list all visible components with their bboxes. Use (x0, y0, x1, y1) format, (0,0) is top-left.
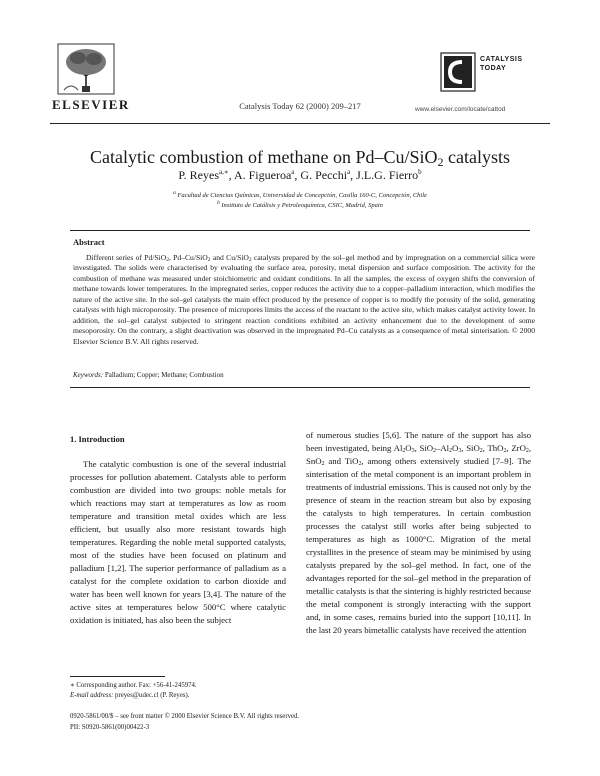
title-text: Catalytic combustion of methane on Pd–Cu/SiO (90, 147, 438, 167)
journal-reference: Catalysis Today 62 (2000) 209–217 (239, 101, 361, 111)
journal-url[interactable]: www.elsevier.com/locate/cattod (415, 106, 506, 113)
footer-copyright: 0920-5861/00/$ – see front matter © 2000 Elsevier Science B.V. All rights reserved. (70, 713, 300, 720)
footer-pii: PII: S0920-5861(00)00422-3 (70, 724, 150, 731)
keywords (73, 371, 224, 379)
affiliation-b: $^b$ Instituto de Catálisis y Petroleoquímica, CSIC, Madrid, Spain (217, 200, 383, 210)
body-right-column: of numerous studies [5,6]. The nature of the support has also been investigated, being $Al_2O_3$, $SiO_2-Al_2O_3$, SiO$_2$, ThO$_2$, ZrO$_2$, SnO$_2$ and TiO$_2$, among others extensively studied [7–9]. The sinterisation of the metal component is an important problem in treatments of industrial emissions. This is caused not only by the presence of steam in the reaction stream but also by exposing the catalysts to high temperatures. In certain combustion processes the catalyst still works after being subjected to temperatures as high as 1000°C. Migration of the metal crystallites in the presence of steam may be minimised by using catalysts prepared by the sol–gel method. In fact, one of the advantages reported for the sol–gel method in the preparation of metallic catalysts is that the sintering is highly restricted because the metal component is strongly interacting with the support and, in some cases, remains buried into the support [10,11]. In the last 20 years bimetallic catalysts have received the attention (306, 430, 531, 635)
email-link[interactable]: preyes@udec.cl (P. Reyes). (113, 692, 190, 699)
journal-title (480, 56, 523, 73)
footnote-divider (70, 676, 165, 677)
journal-title-line1: CATALYSIS (480, 56, 523, 63)
title-divider (70, 230, 530, 231)
author: A. Figueroa$^a$, (233, 168, 301, 182)
author-list (0, 168, 600, 183)
paper-title (0, 147, 600, 168)
abstract-body: Different series of Pd/SiO$_2$, Pd–Cu/SiO$_2$ and Cu/SiO$_2$ catalysts prepared by the sol–gel method and by impregnation on a commercial silica were investigated. The solids were characterised by evaluating the surface area, porosity, metal dispersion and surface composition. The activity for the combustion of methane was measured under stoichiometric and oxidant conditions. In all the samples, the excess of oxygen shifts the conversion of methane towards lower temperatures. In the impregnated series, copper reduces the activity due to a copper–palladium interaction, which modifies the nature of the active site. In the sol–gel catalysts the main effect produced by the presence of copper is to modify the porosity of the solid, generating catalysts with high microporosity. The presence of micropores limits the access of the reactant to the active site, which makes catalyst activity lower. In addition, the sol–gel catalyst subjected to stringent reaction conditions exhibited an activity enhancement due to the development of some mesoporosity. On the contrary, a slight deactivation was observed in the impregnated Pd–Cu catalysts as a consequence of metal sinterisation. © 2000 Elsevier Science B.V. All rights reserved. (73, 253, 535, 346)
author: G. Pecchi$^a$, (300, 168, 357, 182)
body-left-column: The catalytic combustion is one of the several industrial processes for pollution abatement. Catalysts able to perform combustion are divided into two groups: noble metals for which reactions may start at temperatures as low as room temperature and transition metal oxides which are less efficient, but usually also more resistant towards high temperatures. Regarding the noble metal supported catalysts, most of the studies have been focused on platinum and palladium [1,2]. The superior performance of palladium as a catalyst for the complete oxidation to carbon dioxide and water has been well known for years [3,4]. The nature of the active sites at temperatures below 500°C where catalytic oxidation is initiated, has also been the subject (70, 459, 286, 625)
footnote-email: E-mail address: preyes@udec.cl (P. Reyes). (70, 692, 190, 699)
keywords-list: Palladium; Copper; Methane; Combustion (103, 371, 224, 379)
affiliation-a: $^a$ Facultad de Ciencias Químicas, Universidad de Concepción, Casilla 160-C, Concepción, Chile (173, 190, 427, 200)
abstract-heading: Abstract (73, 237, 105, 247)
publisher-name: ELSEVIER (52, 97, 130, 112)
section-heading: 1. Introduction (70, 434, 125, 444)
title-text-end: catalysts (443, 147, 510, 167)
journal-title-line2: TODAY (480, 64, 507, 72)
keywords-label: Keywords: (73, 371, 104, 379)
abstract-divider (70, 387, 530, 388)
title-subscript: 2 (437, 155, 444, 169)
footnote-corresponding-author: ∗ Corresponding author. Fax: +56-41-245974. (70, 682, 197, 689)
author: J.L.G. Fierro$^b$ (356, 168, 422, 182)
header-divider (50, 123, 550, 124)
journal-cover-icon (440, 52, 476, 92)
author: P. Reyes$^{a,∗}$, (178, 168, 234, 182)
